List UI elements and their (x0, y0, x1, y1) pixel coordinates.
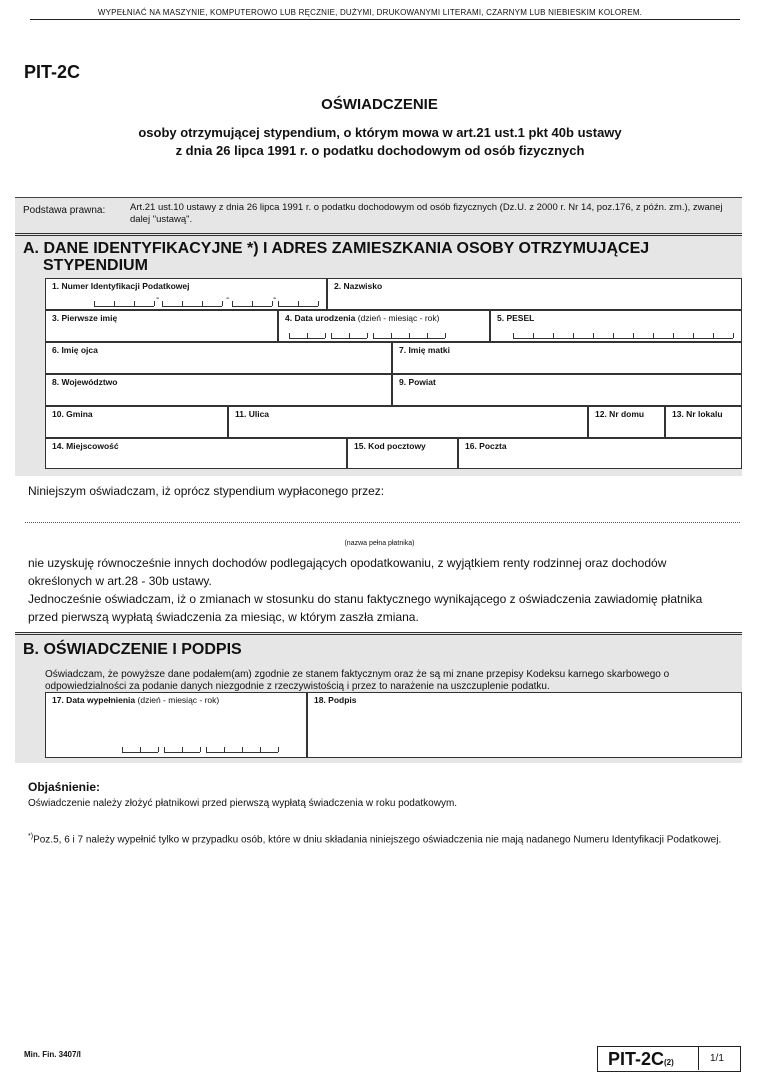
footnote-text: Poz.5, 6 i 7 należy wypełnić tylko w przypadku osób, które w dniu składania niniejszego oświadczenia nie mają nadanego Numeru Identyfikacji Podatkowej. (33, 834, 722, 846)
section-a-heading-line-2: STYPENDIUM (43, 257, 148, 274)
apartment-number-label: 13. Nr lokalu (672, 409, 723, 419)
street-label: 11. Ulica (235, 409, 270, 419)
footer-version: (2) (664, 1058, 674, 1067)
fill-day-boxes (122, 747, 158, 753)
apartment-number-field[interactable] (665, 406, 742, 438)
locality-field[interactable] (45, 438, 347, 469)
explanation-text: Oświadczenie należy złożyć płatnikowi przed pierwszą wypłatą świadczenia w roku podatkowym. (28, 798, 458, 809)
birth-month-boxes (331, 333, 367, 339)
declaration-line-1: nie uzyskuję równocześnie innych dochodów podlegających opodatkowaniu, z wyjątkiem renty rodzinnej oraz dochodów (28, 556, 667, 570)
fill-instruction: WYPEŁNIAĆ NA MASZYNIE, KOMPUTEROWO LUB RĘCZNIE, DUŻYMI, DRUKOWANYMI LITERAMI, CZARNYM LUB NIEBIESKIM KOLOREM. (97, 8, 643, 17)
surname-label: 2. Nazwisko (334, 281, 383, 291)
nip-boxes-4 (278, 301, 318, 307)
section-b-heading: B. OŚWIADCZENIE I PODPIS (23, 641, 242, 658)
form-title: OŚWIADCZENIE (321, 96, 438, 113)
father-name-label: 6. Imię ojca (52, 345, 98, 355)
nip-dash-2: - (226, 293, 230, 304)
postal-code-field[interactable] (347, 438, 458, 469)
declaration-line-4: przed pierwszą wypłatą świadczenia za miesiąc, w którym zaszła zmiana. (28, 610, 419, 624)
declaration-intro: Niniejszym oświadczam, iż oprócz stypendium wypłaconego przez: (28, 484, 385, 498)
county-label: 9. Powiat (399, 377, 436, 387)
form-subtitle (60, 124, 700, 160)
pesel-label: 5. PESEL (497, 313, 535, 323)
street-field[interactable] (228, 406, 588, 438)
section-a-heading-line-1: A. DANE IDENTYFIKACYJNE *) I ADRES ZAMIESZKANIA OSOBY OTRZYMUJĄCEJ (23, 240, 650, 257)
page-number: 1/1 (710, 1053, 724, 1064)
post-office-label: 16. Poczta (465, 441, 507, 451)
payer-caption: (nazwa pełna płatnika) (344, 540, 415, 547)
footer-form-code: PIT-2C(2) (608, 1049, 674, 1069)
commune-label: 10. Gmina (52, 409, 93, 419)
pesel-field[interactable] (490, 310, 742, 342)
legal-basis-box (15, 197, 742, 234)
father-name-field[interactable] (45, 342, 392, 374)
form-id: PIT-2C (24, 62, 81, 82)
section-b-text: Oświadczam, że powyższe dane podałem(am) zgodnie ze stanem faktycznym oraz że są mi znane przepisy Kodeksu karnego skarbowego o odpowiedzialności za podanie danych niezgodnie z rzeczywistością i przez to narażenie na uszczuplenie podatku. (45, 669, 670, 692)
fill-date-field[interactable] (45, 692, 307, 758)
locality-label: 14. Miejscowość (52, 441, 119, 451)
declaration-text (28, 554, 748, 626)
section-b-grid (45, 692, 742, 758)
birth-day-boxes (289, 333, 325, 339)
subtitle-line-1: osoby otrzymującej stypendium, o którym mowa w art.21 ust.1 pkt 40b ustawy (138, 125, 622, 140)
voivodeship-label: 8. Województwo (52, 377, 118, 387)
declaration-line-3: Jednocześnie oświadczam, iż o zmianach w stosunku do stanu faktycznego wynikającego z oświadczenia zawiadomię płatnika (28, 592, 703, 606)
postal-code-label: 15. Kod pocztowy (354, 441, 426, 451)
nip-dash-1: - (156, 293, 160, 304)
form-code-badge (597, 1046, 741, 1072)
footnote-mark: *) (28, 833, 34, 840)
birth-year-boxes (373, 333, 445, 339)
fill-date-label: 17. Data wypełnienia (dzień - miesiąc - rok) (52, 695, 220, 705)
signature-field[interactable] (307, 692, 742, 758)
section-a-heading (23, 240, 723, 274)
post-office-field[interactable] (458, 438, 742, 469)
county-field[interactable] (392, 374, 742, 406)
house-number-field[interactable] (588, 406, 665, 438)
subtitle-line-2: z dnia 26 lipca 1991 r. o podatku dochodowym od osób fizycznych (175, 143, 585, 158)
ministry-code: Min. Fin. 3407/I (24, 1050, 81, 1059)
nip-label: 1. Numer Identyfikacji Podatkowej (52, 281, 190, 291)
mother-name-field[interactable] (392, 342, 742, 374)
signature-label: 18. Podpis (314, 695, 357, 705)
fill-year-boxes (206, 747, 278, 753)
nip-field[interactable] (45, 278, 327, 310)
house-number-label: 12. Nr domu (595, 409, 645, 419)
nip-dash-3: - (273, 293, 277, 304)
birth-date-label: 4. Data urodzenia (dzień - miesiąc - rok) (285, 313, 440, 323)
nip-boxes-3 (232, 301, 272, 307)
fill-month-boxes (164, 747, 200, 753)
section-a-grid (45, 278, 742, 469)
top-rule (30, 19, 740, 20)
badge-separator (698, 1047, 699, 1070)
legal-basis-label: Podstawa prawna: (23, 205, 106, 216)
birth-date-field[interactable] (278, 310, 490, 342)
legal-basis-text: Art.21 ust.10 ustawy z dnia 26 lipca 1991 r. o podatku dochodowym od osób fizycznych (Dz.U. z 2000 r. Nr 14, poz.176, z późn. zm.), zwanej dalej "ustawą". (130, 202, 723, 225)
explanation-heading: Objaśnienie: (28, 780, 101, 794)
commune-field[interactable] (45, 406, 228, 438)
first-name-field[interactable] (45, 310, 278, 342)
declaration-line-2: określonych w art.28 - 30b ustawy. (28, 574, 212, 588)
footnote (28, 829, 728, 847)
first-name-label: 3. Pierwsze imię (52, 313, 118, 323)
voivodeship-field[interactable] (45, 374, 392, 406)
mother-name-label: 7. Imię matki (399, 345, 451, 355)
payer-name-line[interactable] (25, 522, 740, 523)
pesel-boxes (513, 333, 733, 339)
surname-field[interactable] (327, 278, 742, 310)
nip-boxes-2 (162, 301, 222, 307)
nip-boxes-1 (94, 301, 154, 307)
